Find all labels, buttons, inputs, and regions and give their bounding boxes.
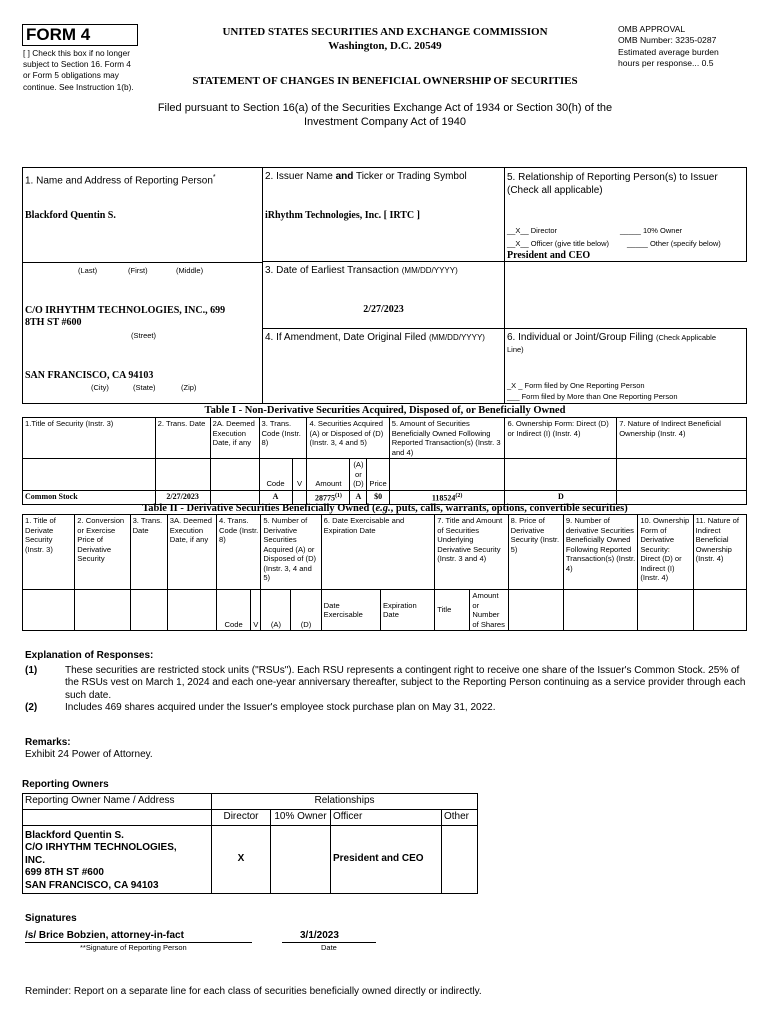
t2-col-form: 10. Ownership Form of Derivative Security: Direct (D) or Indirect (I) (Instr. 4): [638, 515, 693, 590]
t2-col-nature: 11. Nature of Indirect Beneficial Ownership (Instr. 4): [693, 515, 746, 590]
owner-line: Blackford Quentin S.: [25, 829, 124, 841]
box-relationship: [504, 167, 747, 262]
agency-name: UNITED STATES SECURITIES AND EXCHANGE COMMISSION: [222, 26, 548, 38]
agency-location: Washington, D.C. 20549: [328, 40, 442, 52]
t1-row-owned-ref: (2): [455, 492, 463, 499]
box-amendment: [262, 328, 505, 404]
street-line: C/O IRHYTHM TECHNOLOGIES, INC., 699: [25, 305, 226, 316]
table2-heading-eg: e.g.: [375, 503, 391, 514]
box2-label: 2. Issuer Name: [265, 171, 336, 182]
t1-col-title: 1.Title of Security (Instr. 3): [23, 418, 156, 459]
t1-col-deemed: 2A. Deemed Execution Date, if any: [210, 418, 259, 459]
t1-col-form: 6. Ownership Form: Direct (D) or Indirect (I) (Instr. 4): [505, 418, 617, 459]
omb-line: OMB Number: 3235-0287: [618, 35, 717, 46]
signer: /s/ Brice Bobzien, attorney-in-fact: [25, 930, 252, 943]
t2-col-date: 3. Trans. Date: [130, 515, 167, 590]
footnote-number: (2): [25, 702, 38, 713]
t2-sub-a: (A): [261, 590, 291, 631]
box-earliest-transaction: [262, 261, 505, 329]
footnote: [25, 665, 750, 703]
t1-row-owned: 118524: [431, 493, 456, 503]
remarks-text: Exhibit 24 Power of Attorney.: [25, 749, 153, 760]
t1-row-amount: 28775: [314, 493, 335, 503]
footnote-text: These securities are restricted stock units ("RSUs"). Each RSU represents a contingent right to receive one share of the Issuer's Common Stock. 25% of the RSUs vest on March 1, 2024 and each one-year anniversary thereafter, subject to the Reporting Person continuing as a service provider through each such date.: [65, 664, 746, 701]
t1-sub-aord: (A) or (D): [350, 459, 367, 491]
box2-label-and: and: [335, 171, 354, 182]
t1-row-title: Common Stock: [23, 490, 156, 504]
box-reporting-person: [22, 167, 263, 404]
explanation-heading: Explanation of Responses:: [25, 650, 154, 661]
other-check: _____ Other (specify below): [627, 239, 721, 248]
t1-row-price: $0: [367, 490, 389, 504]
director-check: __X__ Director: [507, 226, 558, 235]
zip-caption: (Zip): [181, 383, 197, 392]
t1-row-date: 2/27/2023: [155, 490, 210, 504]
divider: [22, 262, 263, 263]
signer-caption: **Signature of Reporting Person: [80, 943, 187, 952]
t2-sub-d: (D): [291, 590, 321, 631]
owner-ten-pct: [271, 825, 331, 894]
reporting-person-name: Blackford Quentin S.: [25, 210, 116, 221]
street-line: 8TH ST #600: [25, 317, 82, 328]
t2-col-exercisable: 6. Date Exercisable and Expiration Date: [321, 515, 435, 590]
derivative-table: [22, 514, 747, 631]
signature-date: 3/1/2023: [282, 930, 376, 943]
table2-heading-a: Table II - Derivative Securities Beneficially Owned (: [142, 503, 376, 514]
street-address: [25, 305, 225, 329]
box5-label-sub: (Check all applicable): [507, 185, 603, 196]
footnote-number: (1): [25, 664, 38, 676]
issuer-name: iRhythm Technologies, Inc. [ IRTC ]: [265, 210, 420, 221]
reporting-owners-table: [22, 793, 478, 894]
owner-line: SAN FRANCISCO, CA 94103: [25, 879, 159, 891]
officer-title: President and CEO: [507, 250, 591, 261]
owners-col-officer: Officer: [331, 809, 442, 825]
box6-label-small2: Line): [507, 345, 524, 354]
date-caption: Date: [321, 943, 337, 952]
filed-line: Filed pursuant to Section 16(a) of the Securities Exchange Act of 1934 or Section 30(h) of the: [157, 102, 613, 114]
t2-col-owned: 9. Number of derivative Securities Beneficially Owned Following Reported Transaction(s) (Instr. 4): [563, 515, 637, 590]
t2-col-underlying: 7. Title and Amount of Securities Underlying Derivative Security (Instr. 3 and 4): [435, 515, 508, 590]
box6-label-small: (Check Applicable: [655, 333, 717, 342]
first-caption: (First): [128, 266, 148, 275]
box6-label: 6. Individual or Joint/Group Filing: [507, 332, 654, 343]
city-caption: (City): [91, 383, 109, 392]
t2-sub-v: V: [251, 590, 261, 631]
explanation-of-responses: [25, 650, 750, 762]
table-row: [23, 825, 478, 894]
box2-label-rest: Ticker or Trading Symbol: [353, 171, 467, 182]
t2-sub-code: Code: [217, 590, 251, 631]
box-filing-type: [504, 328, 747, 404]
box1-label-mark: *: [212, 174, 216, 181]
owner-line: INC.: [25, 854, 45, 866]
agency-heading: [190, 25, 580, 53]
form-title: FORM 4: [22, 24, 138, 46]
t2-sub-amount: Amount or Number of Shares: [470, 590, 508, 631]
earliest-transaction-date: 2/27/2023: [363, 304, 404, 315]
group-filer-option: ___ Form filed by More than One Reporting Person: [507, 392, 678, 401]
table2-heading-b: , puts, calls, warrants, options, convertible securities): [390, 503, 628, 514]
box4-format: (MM/DD/YYYY): [428, 333, 485, 342]
signatures-heading: Signatures: [25, 913, 77, 924]
reminder-text: Reminder: Report on a separate line for each class of securities beneficially owned directly or indirectly.: [25, 986, 482, 997]
owner-director: X: [212, 825, 271, 894]
note-line: subject to Section 16. Form 4: [23, 59, 131, 70]
table2-heading: [0, 503, 770, 514]
footnote-text: Includes 469 shares acquired under the Issuer's employee stock purchase plan on May 31, 2022.: [65, 702, 496, 713]
t2-sub-title: Title: [435, 590, 470, 631]
t2-col-code: 4. Trans. Code (Instr. 8): [217, 515, 261, 590]
box-issuer: [262, 167, 505, 262]
note-line: [ ] Check this box if no longer: [23, 48, 130, 58]
t1-row-form: D: [505, 490, 617, 504]
t1-row-amount-ref: (1): [334, 492, 342, 499]
box3-label: 3. Date of Earliest Transaction: [265, 265, 399, 276]
middle-caption: (Middle): [176, 266, 204, 275]
ten-pct-owner-check: _____ 10% Owner: [620, 226, 683, 235]
state-caption: (State): [133, 383, 156, 392]
footnote: [25, 702, 750, 715]
owners-col-ten-pct: 10% Owner: [271, 809, 331, 825]
t2-col-conversion: 2. Conversion or Exercise Price of Derivative Security: [75, 515, 130, 590]
no-longer-subject-note: [23, 48, 153, 93]
t1-row-code: A: [259, 490, 292, 504]
city-state-zip: SAN FRANCISCO, CA 94103: [25, 370, 154, 381]
owner-line: C/O IRHYTHM TECHNOLOGIES,: [25, 842, 177, 853]
note-line: continue. See Instruction 1(b).: [23, 81, 134, 92]
t2-sub-expiration: Expiration Date: [380, 590, 434, 631]
box3-format: (MM/DD/YYYY): [401, 266, 458, 275]
t1-col-date: 2. Trans. Date: [155, 418, 210, 459]
street-caption: (Street): [131, 331, 157, 340]
remarks-heading: Remarks:: [25, 736, 71, 748]
t2-col-deemed: 3A. Deemed Execution Date, if any: [167, 515, 216, 590]
t1-col-acquired: 4. Securities Acquired (A) or Disposed of (D) (Instr. 3, 4 and 5): [307, 418, 389, 459]
owners-col-other: Other: [442, 809, 478, 825]
t1-col-nature: 7. Nature of Indirect Beneficial Ownership (Instr. 4): [617, 418, 747, 459]
table1-heading: Table I - Non-Derivative Securities Acquired, Disposed of, or Beneficially Owned: [204, 405, 566, 416]
owners-col-relationships: Relationships: [212, 794, 478, 810]
note-line: or Form 5 obligations may: [23, 70, 119, 81]
t2-col-price: 8. Price of Derivative Security (Instr. 5): [508, 515, 563, 590]
last-caption: (Last): [78, 266, 98, 275]
statement-title: STATEMENT OF CHANGES IN BENEFICIAL OWNERSHIP OF SECURITIES: [192, 75, 578, 87]
t1-sub-price: Price: [367, 459, 389, 491]
omb-line: OMB APPROVAL: [618, 24, 686, 34]
filed-line: Investment Company Act of 1940: [303, 116, 467, 128]
t1-col-owned: 5. Amount of Securities Beneficially Owned Following Reported Transaction(s) (Instr. 3 and 4): [389, 418, 505, 459]
t1-col-code: 3. Trans. Code (Instr. 8): [259, 418, 307, 459]
owner-officer: President and CEO: [331, 825, 442, 894]
t1-row-aord: A: [350, 490, 367, 504]
t2-col-title: 1. Title of Derivate Security (Instr. 3): [23, 515, 75, 590]
non-derivative-table: [22, 417, 747, 505]
owners-col-director: Director: [212, 809, 271, 825]
reporting-owners-heading: Reporting Owners: [22, 779, 109, 790]
officer-check: __X__ Officer (give title below): [507, 239, 609, 248]
owners-col-name: Reporting Owner Name / Address: [23, 794, 212, 810]
t2-col-number: 5. Number of Derivative Securities Acquired (A) or Disposed of (D) (Instr. 3, 4 and 5): [261, 515, 321, 590]
box1-label: 1. Name and Address of Reporting Person: [25, 175, 213, 187]
owner-other: [442, 825, 478, 894]
owner-line: 699 8TH ST #600: [25, 867, 104, 878]
t1-sub-amount: Amount: [307, 459, 350, 491]
omb-line: hours per response... 0.5: [618, 57, 714, 68]
owner-name-address: [23, 825, 212, 894]
box5-label: 5. Relationship of Reporting Person(s) to Issuer: [507, 172, 718, 183]
omb-approval: [618, 24, 758, 69]
t2-sub-date-exercisable: Date Exercisable: [321, 590, 380, 631]
t1-sub-v: V: [292, 459, 307, 491]
single-filer-option: _X _ Form filed by One Reporting Person: [507, 381, 645, 390]
filed-pursuant: [150, 101, 620, 129]
omb-line: Estimated average burden: [618, 46, 719, 57]
t1-sub-code: Code: [259, 459, 292, 491]
box4-label: 4. If Amendment, Date Original Filed: [265, 332, 427, 343]
